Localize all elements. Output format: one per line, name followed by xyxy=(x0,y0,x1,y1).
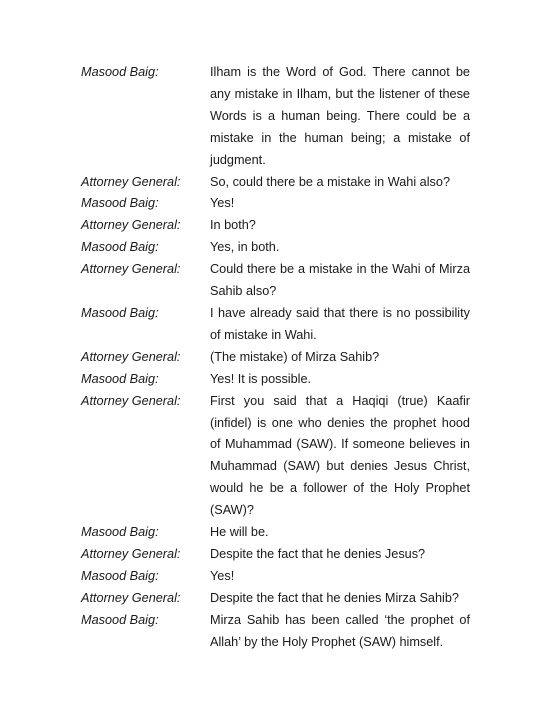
transcript-entry xyxy=(81,369,471,391)
transcript xyxy=(81,62,471,653)
transcript-entry xyxy=(81,172,471,194)
speaker-name: Masood Baig: xyxy=(81,612,159,627)
transcript-entry xyxy=(81,259,471,303)
speaker-name: Masood Baig: xyxy=(81,525,159,540)
transcript-entry xyxy=(81,610,471,654)
transcript-entry xyxy=(81,237,471,259)
speaker-name: Attorney General: xyxy=(81,349,181,364)
speaker-name: Attorney General: xyxy=(81,262,181,277)
speaker-name: Masood Baig: xyxy=(81,196,159,211)
speech-text: I have already said that there is no possibility of mistake in Wahi. xyxy=(210,305,470,342)
transcript-entry xyxy=(81,544,471,566)
transcript-entry xyxy=(81,62,471,172)
speech-text: Yes, in both. xyxy=(210,240,280,255)
speech-text: So, could there be a mistake in Wahi also? xyxy=(210,174,451,189)
speech-text: (The mistake) of Mirza Sahib? xyxy=(210,349,380,364)
speech-text: In both? xyxy=(210,218,256,233)
speaker-name: Masood Baig: xyxy=(81,568,159,583)
speaker-name: Masood Baig: xyxy=(81,65,159,79)
speaker-name: Masood Baig: xyxy=(81,371,159,386)
speech-text: Despite the fact that he denies Jesus? xyxy=(210,546,426,561)
speaker-name: Attorney General: xyxy=(81,546,181,561)
speech-text: Yes! It is possible. xyxy=(210,371,312,386)
transcript-entry xyxy=(81,303,471,347)
speech-text: He will be. xyxy=(210,525,269,540)
transcript-entry xyxy=(81,588,471,610)
speaker-name: Masood Baig: xyxy=(81,305,159,320)
transcript-entry xyxy=(81,391,471,522)
speech-text: Yes! xyxy=(210,196,235,211)
speech-text: Yes! xyxy=(210,568,235,583)
speaker-name: Masood Baig: xyxy=(81,240,159,255)
speech-text: Could there be a mistake in the Wahi of Mirza Sahib also? xyxy=(210,262,470,299)
speech-text: Ilham is the Word of God. There cannot be any mistake in Ilham, but the listener of these Words is a human being. There could be a mistake in the human being; a mistake of judgment. xyxy=(210,65,470,167)
transcript-entry xyxy=(81,347,471,369)
transcript-entry xyxy=(81,522,471,544)
speaker-name: Attorney General: xyxy=(81,393,181,408)
transcript-entry xyxy=(81,566,471,588)
speech-text: First you said that a Haqiqi (true) Kaafir (infidel) is one who denies the prophet hood of Muhammad (SAW). If someone believes in Muhammad (SAW) but denies Jesus Christ, would he be a follower of the Holy Prophet (SAW)? xyxy=(210,393,470,518)
transcript-entry xyxy=(81,193,471,215)
speech-text: Despite the fact that he denies Mirza Sahib? xyxy=(210,590,459,605)
speaker-name: Attorney General: xyxy=(81,174,181,189)
speech-text: Mirza Sahib has been called ‘the prophet of Allah’ by the Holy Prophet (SAW) himself. xyxy=(210,612,470,649)
speaker-name: Attorney General: xyxy=(81,590,181,605)
speaker-name: Attorney General: xyxy=(81,218,181,233)
transcript-entry xyxy=(81,215,471,237)
